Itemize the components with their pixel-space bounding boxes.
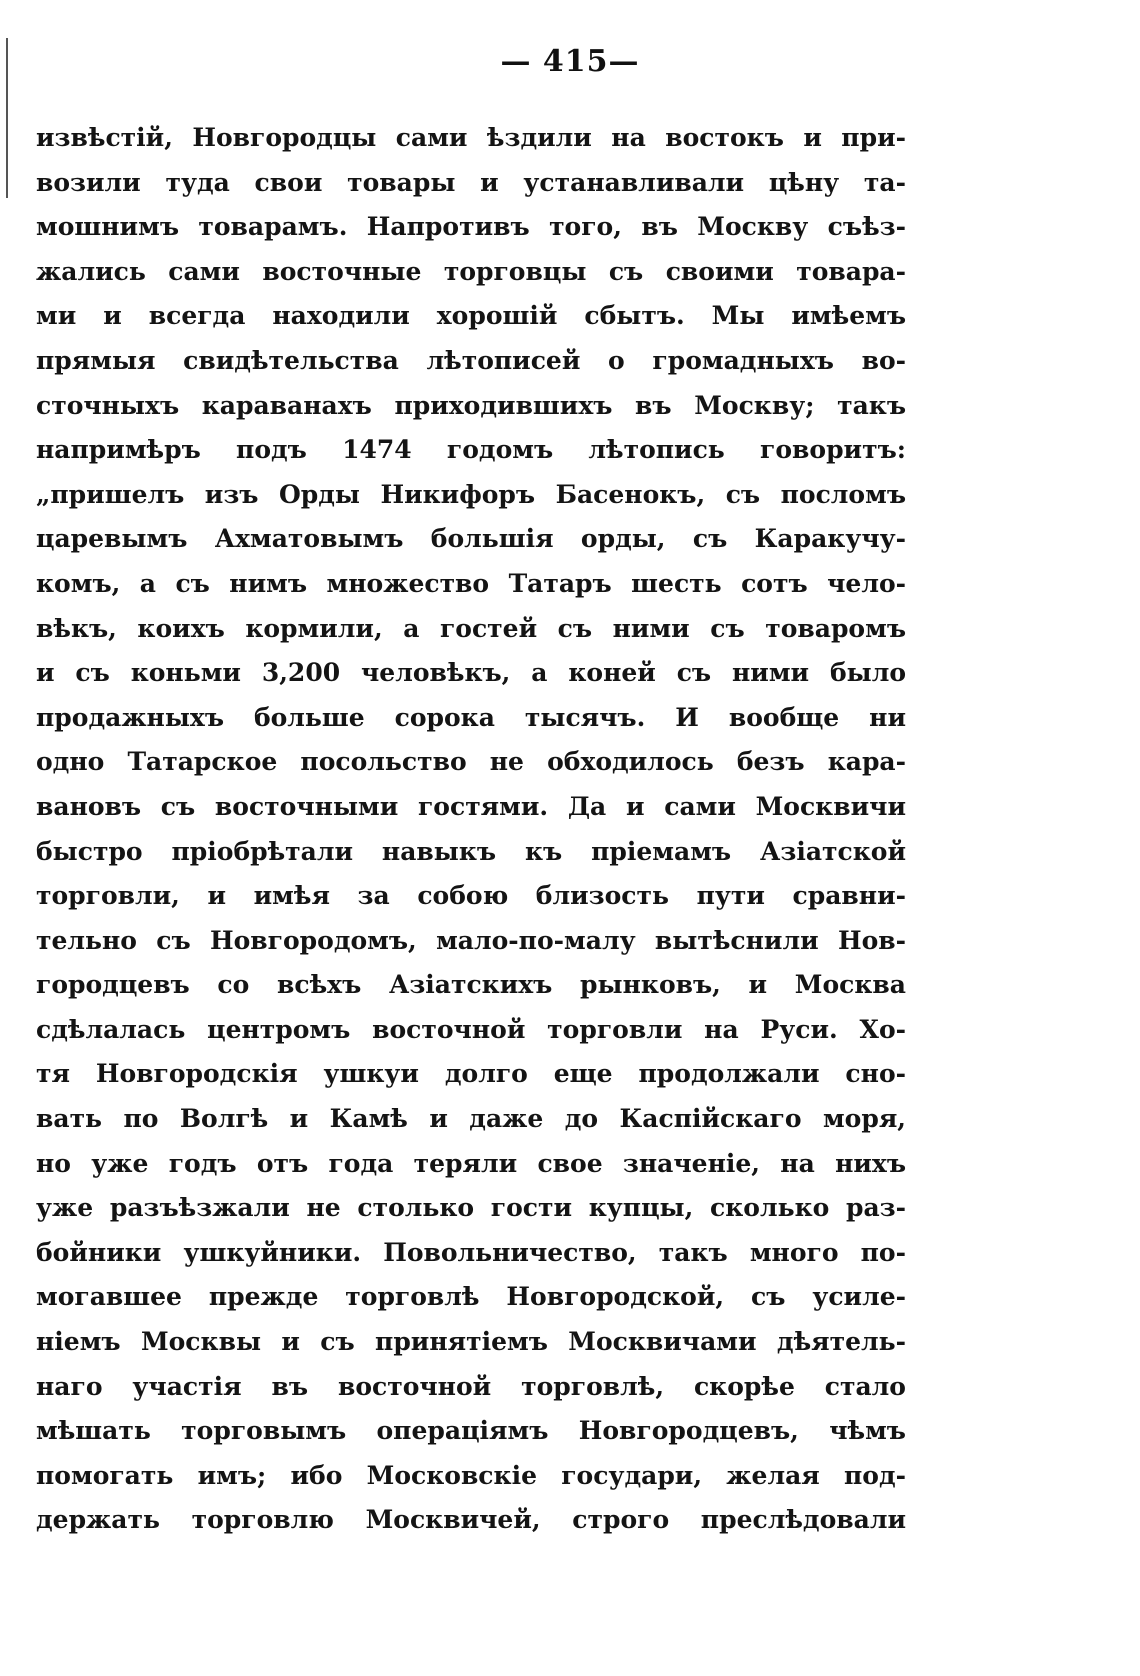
text-line: ніемъ Москвы и съ принятіемъ Москвичами дѣятель- [36,1327,906,1357]
text-line: городцевъ со всѣхъ Азіатскихъ рынковъ, и Москва [36,970,906,1000]
text-line: комъ, а съ нимъ множество Татаръ шесть сотъ чело- [36,568,906,598]
text-line: сдѣлалась центромъ восточной торговли на Руси. Хо- [36,1014,906,1044]
text-line: мошнимъ товарамъ. Напротивъ того, въ Москву съѣз- [36,212,906,242]
text-line: прямыя свидѣтельства лѣтописей о громадныхъ во- [36,345,906,375]
text-line: ми и всегда находили хорошій сбытъ. Мы имѣемъ [36,301,906,331]
text-line: одно Татарское посольство не обходилось безъ кара- [36,747,906,777]
text-line: возили туда свои товары и устанавливали цѣну та- [36,167,906,197]
text-line: жались сами восточные торговцы съ своими товара- [36,256,906,286]
text-line: сточныхъ караванахъ приходившихъ въ Москву; такъ [36,390,906,420]
text-line: и съ коньми 3,200 человѣкъ, а коней съ ними было [36,658,906,688]
text-line: „пришелъ изъ Орды Никифоръ Басенокъ, съ посломъ [36,479,906,509]
text-line: держать торговлю Москвичей, строго преслѣдовали [36,1505,906,1535]
text-line: быстро пріобрѣтали навыкъ къ пріемамъ Азіатской [36,836,906,866]
text-line: вѣкъ, коихъ кормили, а гостей съ ними съ товаромъ [36,613,906,643]
text-line: вановъ съ восточными гостями. Да и сами Москвичи [36,791,906,821]
text-line: царевымъ Ахматовымъ большія орды, съ Каракучу- [36,524,906,554]
body-text [36,116,906,1543]
text-line: помогать имъ; ибо Московскіе государи, желая под- [36,1460,906,1490]
text-line: извѣстій, Новгородцы сами ѣздили на востокъ и при- [36,123,906,152]
text-line: уже разъѣзжали не столько гости купцы, сколько раз- [36,1193,906,1223]
text-line: могавшее прежде торговлѣ Новгородской, съ усиле- [36,1282,906,1312]
text-line: напримѣръ подъ 1474 годомъ лѣтопись говоритъ: [36,435,906,465]
text-line: бойники ушкуйники. Повольничество, такъ много по- [36,1237,906,1267]
text-line: торговли, и имѣя за собою близость пути сравни- [36,881,906,911]
page-number: — 415— [500,44,640,79]
text-line: наго участія въ восточной торговлѣ, скорѣе стало [36,1371,906,1401]
text-line: тя Новгородскія ушкуи долго еще продолжали сно- [36,1059,906,1089]
text-line: мѣшать торговымъ операціямъ Новгородцевъ, чѣмъ [36,1416,906,1446]
text-line: вать по Волгѣ и Камѣ и даже до Каспійскаго моря, [36,1104,906,1134]
text-line: тельно съ Новгородомъ, мало-по-малу вытѣснили Нов- [36,925,906,955]
text-line: продажныхъ больше сорока тысячъ. И вообще ни [36,702,906,732]
text-line: но уже годъ отъ года теряли свое значеніе, на нихъ [36,1148,906,1178]
